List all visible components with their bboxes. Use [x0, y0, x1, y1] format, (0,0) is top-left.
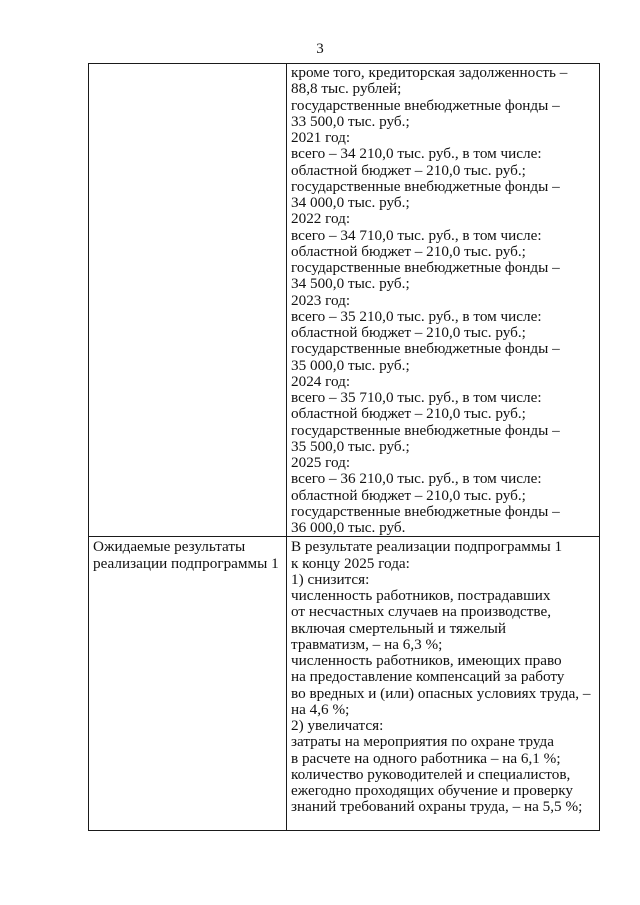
text-line: 36 000,0 тыс. руб. [291, 519, 406, 536]
text-line: травматизм, – на 6,3 %; [291, 635, 443, 653]
text-line: включая смертельный и тяжелый [291, 619, 506, 637]
text-line: 35 000,0 тыс. руб.; [291, 356, 410, 374]
text-line: затраты на мероприятия по охране труда [291, 733, 554, 751]
text-line: всего – 34 710,0 тыс. руб., в том числе: [291, 226, 542, 244]
text-line: всего – 35 710,0 тыс. руб., в том числе: [291, 389, 542, 406]
text-line: 2023 год: [291, 291, 351, 309]
text-line: государственные внебюджетные фонды – [291, 177, 560, 195]
page-number: 3 [316, 41, 324, 57]
text-line: государственные внебюджетные фонды – [291, 259, 560, 276]
text-line: всего – 34 210,0 тыс. руб., в том числе: [291, 145, 542, 163]
row-label-cell [89, 537, 287, 831]
row-content-cell [287, 537, 600, 831]
text-line: в расчете на одного работника – на 6,1 %; [291, 749, 561, 767]
text-line: ежегодно проходящих обучение и проверку [291, 782, 573, 799]
text-line: 2025 год: [291, 454, 351, 471]
row-content-cell [287, 64, 600, 537]
text-line: государственные внебюджетные фонды – [291, 502, 560, 520]
text-line: 2) увеличатся: [291, 717, 384, 734]
text-line: 34 500,0 тыс. руб.; [291, 275, 410, 293]
program-passport-table [88, 63, 600, 831]
text-line: 35 500,0 тыс. руб.; [291, 437, 410, 455]
text-line: В результате реализации подпрограммы 1 [291, 538, 563, 556]
text-line: от несчастных случаев на производстве, [291, 603, 552, 621]
text-line: областной бюджет – 210,0 тыс. руб.; [291, 405, 526, 423]
text-line: 2021 год: [291, 129, 351, 146]
text-line: государственные внебюджетные фонды – [291, 96, 560, 114]
table-row-financing [89, 64, 600, 537]
text-line: Ожидаемые результаты [93, 538, 246, 556]
text-line: 34 000,0 тыс. руб.; [291, 194, 410, 211]
text-line: знаний требований охраны труда, – на 5,5 %; [291, 798, 583, 816]
text-line: 88,8 тыс. рублей; [291, 80, 402, 98]
text-line: областной бюджет – 210,0 тыс. руб.; [291, 324, 526, 341]
text-line: численность работников, пострадавших [291, 587, 551, 604]
text-line: 1) снизится: [291, 570, 370, 588]
text-line: на 4,6 %; [291, 700, 350, 718]
text-line: государственные внебюджетные фонды – [291, 421, 560, 439]
text-line: во вредных и (или) опасных условиях труда, – [291, 684, 591, 702]
text-line: кроме того, кредиторская задолженность – [291, 64, 568, 81]
text-line: всего – 36 210,0 тыс. руб., в том числе: [291, 470, 542, 488]
text-line: реализации подпрограммы 1 [93, 554, 279, 572]
text-line: областной бюджет – 210,0 тыс. руб.; [291, 161, 526, 179]
text-line: на предоставление компенсаций за работу [291, 668, 565, 686]
text-line: областной бюджет – 210,0 тыс. руб.; [291, 242, 526, 260]
text-line: численность работников, имеющих право [291, 652, 562, 669]
text-line: количество руководителей и специалистов, [291, 765, 571, 783]
text-line: к концу 2025 года: [291, 554, 410, 572]
table-row-expected-results [89, 537, 600, 831]
text-line: 33 500,0 тыс. руб.; [291, 112, 410, 130]
text-line: 2022 год: [291, 210, 351, 228]
row-label-cell [89, 64, 287, 537]
text-line: всего – 35 210,0 тыс. руб., в том числе: [291, 307, 542, 325]
text-line: 2024 год: [291, 372, 351, 390]
text-line: государственные внебюджетные фонды – [291, 340, 560, 358]
text-line: областной бюджет – 210,0 тыс. руб.; [291, 486, 526, 504]
